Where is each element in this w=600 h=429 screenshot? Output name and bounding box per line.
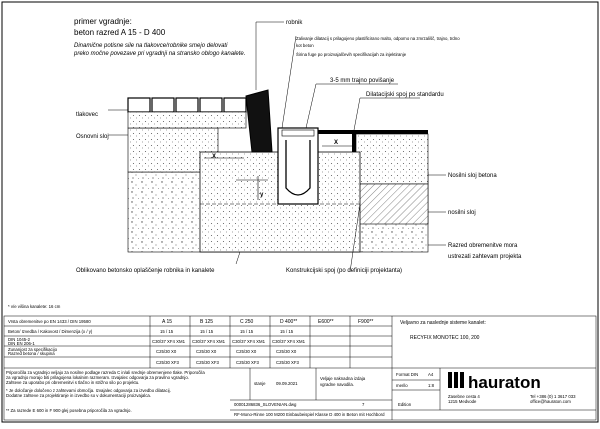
- class-d400: D 400**: [280, 319, 298, 325]
- drainage-channel: [278, 128, 318, 204]
- veljavnost2: vgradne navodila.: [320, 382, 354, 387]
- stanje-label: stanje: [254, 381, 266, 386]
- note-footnote2: ** Za razrede E 600 in F 900 glej posebna priporočila za vgradnjo.: [6, 408, 132, 413]
- label-tlakovec: tlakovec: [76, 112, 99, 118]
- label-oblikovano: Oblikovano betonsko oplaščenje robnika in kanalete: [76, 268, 215, 274]
- surface-slab: [318, 130, 428, 134]
- label-dilatacijski: Dilatacijski spoj po standardu: [366, 92, 444, 98]
- label-trajno: 3-5 mm trajno povišanje: [330, 78, 395, 84]
- row2-val3: C25/30 X0: [276, 349, 297, 354]
- class-f900: F900**: [358, 319, 374, 325]
- row3-val2: C25/30 XF3: [236, 360, 259, 365]
- dim-y: y: [260, 192, 264, 198]
- note-line5: Dodatne zahteve za projektiranje in izvedbo so v dokumentaciji proizvajalca.: [6, 393, 151, 398]
- drawing-number: 00001286836_SLOVENIAN.dwg: [234, 402, 297, 407]
- label-konstrukcijski: Konstrukcijski spoj (po definiciji projektanta): [286, 268, 403, 274]
- class-c250: C 250: [240, 319, 254, 325]
- label-osnovni: Osnovni sloj: [76, 134, 109, 140]
- company-addr2: 1215 Medvode: [448, 399, 477, 404]
- row1-val0: C30/37 XF4 XM1: [152, 339, 185, 344]
- scale-label: merilo: [396, 383, 408, 388]
- row0-val3: 15 / 15: [280, 329, 294, 334]
- title-block: [4, 316, 596, 420]
- table-header-label: Vrsta obremenitve po EN 1433 / DIN 19580: [8, 319, 91, 324]
- caption: RF-Mono-Rinne 100 M200 Einbaubeispiel Klasse D 400 in Beton mit Hochbord: [234, 412, 385, 417]
- note-line2: za vgradnjo morajo biti prilagojena lokalnim razmeram. Izvajalec odgovarja za pravilno vgradnjo.: [6, 375, 189, 380]
- paving-stones: [128, 98, 246, 128]
- label-zalivanje1: Zalivanje dilatacij s prilagojeno plastificirano malto, odporno na zmrzališč, trajno, trdno: [296, 36, 460, 41]
- system-name: RECYFIX MONOTEC 100, 200: [410, 335, 480, 341]
- label-robnik: robnik: [286, 20, 303, 26]
- row3-val0: C25/30 XF3: [156, 360, 179, 365]
- format-value: A4: [428, 372, 434, 377]
- hauraton-logo-icon: [448, 372, 464, 388]
- note-line1: Priporočila za vgradnjo veljajo za nosilne podlage razreda C in/ali srednje obremenjene tlake. Priporočila: [6, 370, 205, 375]
- title-line1: primer vgradnje:: [74, 17, 132, 26]
- row3-val3: C25/30 XF3: [276, 360, 299, 365]
- page-number: 7: [362, 402, 365, 407]
- note-line4: * Je določanje določeno z zahtevami območja. Izvajalec odgovarja za izvedbo dilatacij.: [6, 388, 171, 393]
- row2-val1: C25/30 X0: [196, 349, 217, 354]
- row1-val2: C30/37 XF4 XM1: [232, 339, 265, 344]
- label-nosilni: nosilni sloj: [448, 210, 476, 216]
- label-nosilni-betona: Nosilni sloj betona: [448, 173, 497, 179]
- bearing-layer: [356, 184, 428, 224]
- concrete-base-layer: [356, 134, 428, 184]
- class-a15: A 15: [162, 319, 173, 325]
- company-tel: Tel +386 (0) 1 3617 033: [530, 394, 576, 399]
- stanje-date: 09.09.2021: [276, 381, 298, 386]
- edition-label: Edition: [398, 402, 412, 407]
- row2-label: Zunanjost za specifikacijo: [8, 347, 57, 352]
- row1-val3: C30/37 XF4 XM1: [272, 339, 305, 344]
- scale-value: 1:8: [428, 383, 434, 388]
- company-email: office@hauraton.com: [530, 399, 571, 404]
- row1-label2: DIN EN 206-1: [8, 341, 35, 346]
- label-zalivanje2: kot beton: [296, 43, 314, 48]
- veljavnost1: Veljaje naknadna izdaja: [320, 376, 366, 381]
- row2-val0: C25/30 X0: [156, 349, 177, 354]
- company-addr1: Zasebne cesta 4: [448, 394, 480, 399]
- row0-val2: 15 / 15: [240, 329, 254, 334]
- row2-val2: C25/30 X0: [236, 349, 257, 354]
- dim-x-right: X: [334, 140, 339, 146]
- dim-x-left: X: [212, 154, 217, 160]
- title-note2: preko močne povezave pri vgradnji na stransko oblogo kanalete.: [74, 51, 246, 57]
- expansion-joint: [352, 130, 356, 152]
- class-e600: E600**: [318, 319, 334, 325]
- valid-label: Veljavno za naslednje sisteme kanalet:: [400, 320, 486, 326]
- row0-val1: 15 / 15: [200, 329, 214, 334]
- row1-label: DIN 1045-2: [8, 337, 30, 342]
- footnote: * v/e višina kanalete: 16 cm: [8, 304, 61, 309]
- kerb-block: [246, 90, 272, 152]
- label-razred2: ustrezati zahtevam projekta: [448, 254, 522, 260]
- row1-val1: C30/37 XF4 XM1: [192, 339, 225, 344]
- row0-label: Beton/ Izvedba / Kakovost / Dimenzija (x / y): [8, 329, 93, 334]
- label-sirina: Širina fuge po proizvajalčevih specifikacijah za injektiranje: [296, 52, 407, 57]
- format-label: Format DIN: [396, 372, 419, 377]
- row2-label2: Razred betona / skupina: [8, 351, 55, 356]
- class-b125: B 125: [200, 319, 214, 325]
- title-note1: Dinamične potisne sile na tlakovce/robnike smejo delovati: [74, 43, 228, 49]
- label-razred1: Razred obremenitve mora: [448, 243, 518, 249]
- note-line3: Zahteve za uporabo pri obremenitvi s tlačno in strižno silo po projektu.: [6, 380, 140, 385]
- row0-val0: 15 / 15: [160, 329, 174, 334]
- company-name: hauraton: [468, 373, 541, 392]
- title-line2: beton razred A 15 - D 400: [74, 28, 166, 37]
- row3-val1: C25/30 XF3: [196, 360, 219, 365]
